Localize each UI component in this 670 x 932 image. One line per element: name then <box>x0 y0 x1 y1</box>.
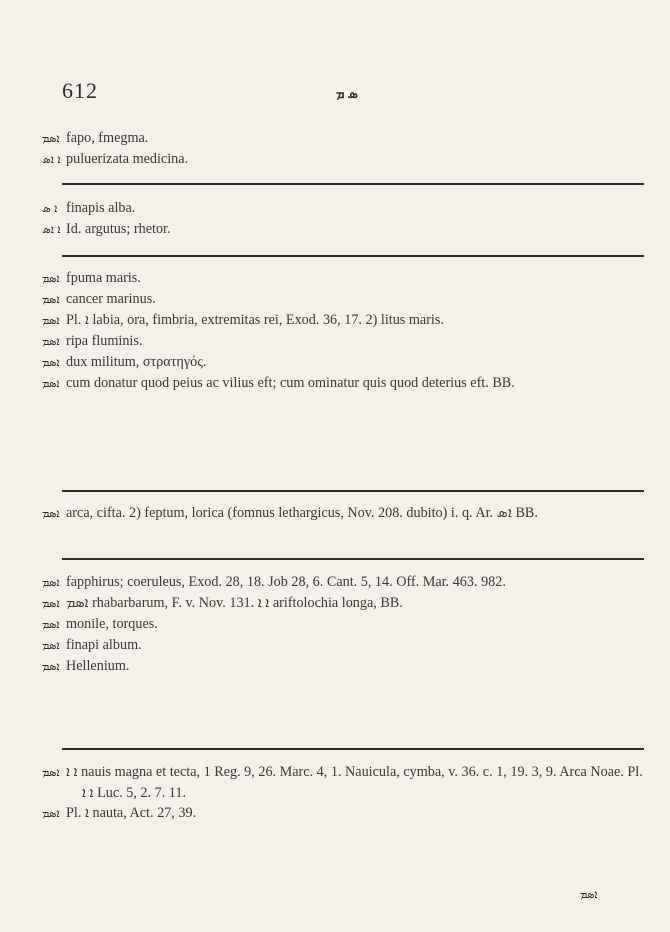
entry-gloss: cum donatur quod peius ac vilius eft; cum ominatur quis quod deterius eft. BB. <box>66 375 515 391</box>
dictionary-entry: ܐܣܡ arca, cifta. 2) feptum, lorica (fomnus lethargicus, Nov. 208. dubito) i. q. Ar. ܐܣ BB. <box>42 505 538 521</box>
entry-gloss: ܐܣܡ rhabarbarum, F. v. Nov. 131. ܐ ܐ ariftolochia longa, BB. <box>66 595 403 611</box>
dictionary-entry: ܐܣܡ finapi album. <box>42 637 142 653</box>
dictionary-entry: ܐܣܡ fpuma maris. <box>42 270 141 286</box>
dictionary-entry: ܐܣܡ ripa fluminis. <box>42 333 143 349</box>
catchword: ܐܣܡ <box>580 888 598 901</box>
entry-gloss: fapo, fmegma. <box>66 130 149 146</box>
entry-gloss: puluerizata medicina. <box>66 151 189 167</box>
entry-gloss: ܐ ܐ nauis magna et tecta, 1 Reg. 9, 26. Marc. 4, 1. Nauicula, cymba, v. 36. c. 1, 19. 3, 9. Arca Noae. Pl. ܐ ܐ Luc. 5, 2. 7. 11. <box>66 764 643 801</box>
entry-gloss: finapis alba. <box>66 200 136 216</box>
entry-gloss: monile, torques. <box>66 616 158 632</box>
entry-gloss: ripa fluminis. <box>66 333 143 349</box>
dictionary-entry: ܐܣܡ monile, torques. <box>42 616 158 632</box>
entry-gloss: Id. argutus; rhetor. <box>66 221 171 237</box>
entry-gloss: dux militum, στρατηγός. <box>66 354 207 370</box>
dictionary-entry: ܐܣܡ fapphirus; coeruleus, Exod. 28, 18. Job 28, 6. Cant. 5, 14. Off. Mar. 463. 982. <box>42 574 506 590</box>
entry-gloss: fapphirus; coeruleus, Exod. 28, 18. Job 28, 6. Cant. 5, 14. Off. Mar. 463. 982. <box>66 574 506 590</box>
entry-group <box>42 198 644 240</box>
dictionary-entry: ܐܣܡ ܐ ܐ nauis magna et tecta, 1 Reg. 9, 26. Marc. 4, 1. Nauicula, cymba, v. 36. c. 1, 19. 3, 9. Arca Noae. Pl. ܐ ܐ Luc. 5, 2. 7. 11. <box>42 764 643 801</box>
entry-group <box>42 503 644 524</box>
entry-group <box>42 128 644 170</box>
dictionary-entry: ܐܣܡ dux militum, στρατηγός. <box>42 354 207 370</box>
dictionary-entry: ܐ ܐܣ puluerizata medicina. <box>42 151 189 167</box>
entry-group <box>42 762 644 824</box>
dictionary-entry: ܐܣܡ Hellenium. <box>42 658 130 674</box>
dictionary-entry: ܐܣܡ fapo, fmegma. <box>42 130 149 146</box>
page-number: 612 <box>62 78 98 103</box>
entry-gloss: Pl. ܐ nauta, Act. 27, 39. <box>66 805 197 821</box>
dictionary-entry: ܐ ܣ finapis alba. <box>42 200 136 216</box>
dictionary-entry: ܐܣܡ Pl. ܐ labia, ora, fimbria, extremitas rei, Exod. 36, 17. 2) litus maris. <box>42 312 444 328</box>
entry-gloss: fpuma maris. <box>66 270 141 286</box>
entry-gloss: arca, cifta. 2) feptum, lorica (fomnus lethargicus, Nov. 208. dubito) i. q. Ar. ܐܣ BB. <box>66 505 538 521</box>
entry-group <box>42 572 644 677</box>
entry-gloss: cancer marinus. <box>66 291 156 307</box>
dictionary-entry: ܐܣܡ cancer marinus. <box>42 291 156 307</box>
dictionary-entry: ܐܣܡ cum donatur quod peius ac vilius eft; cum ominatur quis quod deterius eft. BB. <box>42 375 515 391</box>
entry-gloss: Hellenium. <box>66 658 130 674</box>
section-rule <box>62 490 644 492</box>
dictionary-entry: ܐ ܐܣ Id. argutus; rhetor. <box>42 221 171 237</box>
section-rule <box>62 748 644 750</box>
section-rule <box>62 558 644 560</box>
dictionary-entry: ܐܣܡ Pl. ܐ nauta, Act. 27, 39. <box>42 805 197 821</box>
section-rule <box>62 255 644 257</box>
running-head: ܣ ܡ <box>336 86 358 101</box>
section-rule <box>62 183 644 185</box>
entry-gloss: Pl. ܐ labia, ora, fimbria, extremitas rei, Exod. 36, 17. 2) litus maris. <box>66 312 444 328</box>
entry-group <box>42 268 644 394</box>
entry-gloss: finapi album. <box>66 637 142 653</box>
dictionary-entry: ܐܣܡ ܐܣܡ rhabarbarum, F. v. Nov. 131. ܐ ܐ ariftolochia longa, BB. <box>42 595 403 611</box>
